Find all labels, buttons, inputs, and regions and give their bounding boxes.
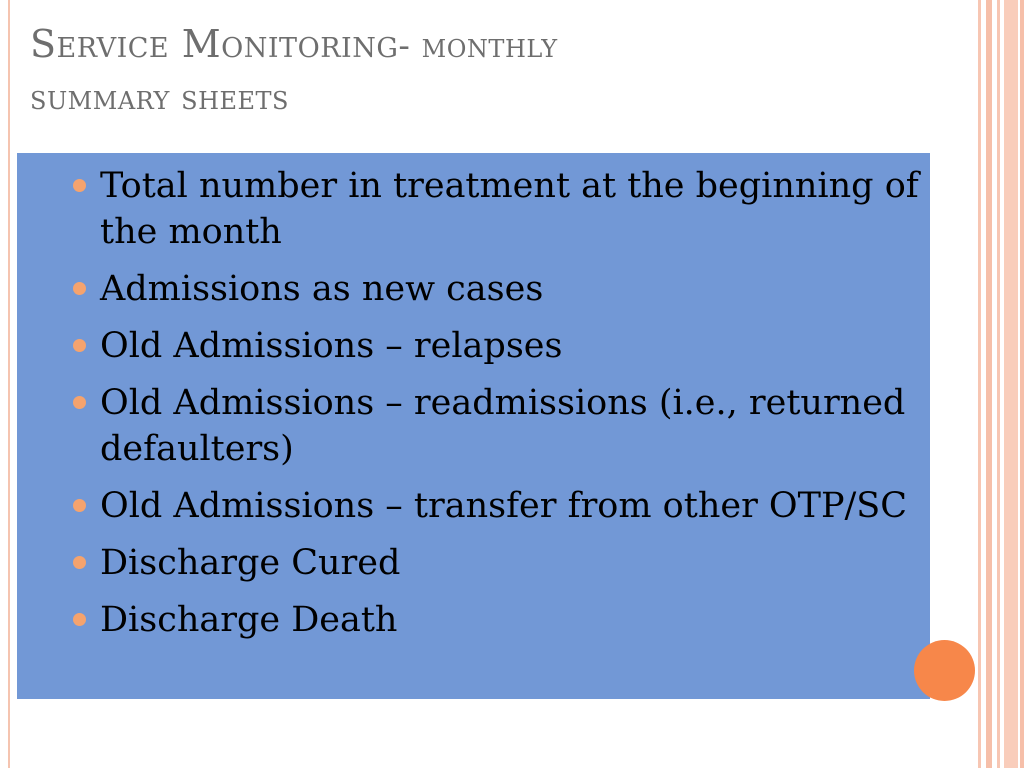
right-stripe — [1020, 0, 1024, 768]
right-stripe — [1004, 0, 1018, 768]
title-line-1 — [30, 18, 930, 72]
bullet-dot-icon — [73, 396, 86, 409]
orange-circle-decoration — [914, 640, 975, 701]
title-line-2: summary sheets — [30, 78, 289, 118]
bullet-text: Old Admissions – transfer from other OTP/SC — [100, 486, 908, 526]
right-stripe — [986, 0, 992, 768]
bullet-text: Admissions as new cases — [100, 269, 544, 309]
bullet-text: Discharge Cured — [100, 543, 401, 583]
bullet-list — [17, 163, 930, 654]
bullet-dot-icon — [73, 282, 86, 295]
right-stripe — [978, 0, 981, 768]
bullet-item — [17, 597, 930, 643]
title-sub: - monthly — [398, 26, 558, 66]
bullet-item — [17, 483, 930, 529]
bullet-dot-icon — [73, 339, 86, 352]
title-main: Service Monitoring — [30, 22, 399, 66]
bullet-text: Old Admissions – readmissions (i.e., returned defaulters) — [100, 383, 906, 469]
bullet-item — [17, 266, 930, 312]
bullet-item — [17, 323, 930, 369]
content-box — [17, 153, 930, 699]
bullet-dot-icon — [73, 499, 86, 512]
bullet-text: Old Admissions – relapses — [100, 326, 563, 366]
bullet-dot-icon — [73, 556, 86, 569]
bullet-item — [17, 380, 930, 472]
right-stripe — [997, 0, 1000, 768]
bullet-item — [17, 540, 930, 586]
bullet-text: Discharge Death — [100, 600, 398, 640]
bullet-dot-icon — [73, 179, 86, 192]
left-border-line — [8, 0, 10, 768]
bullet-text: Total number in treatment at the beginning of the month — [100, 166, 919, 252]
bullet-dot-icon — [73, 613, 86, 626]
bullet-item — [17, 163, 930, 255]
slide-title — [30, 18, 930, 124]
